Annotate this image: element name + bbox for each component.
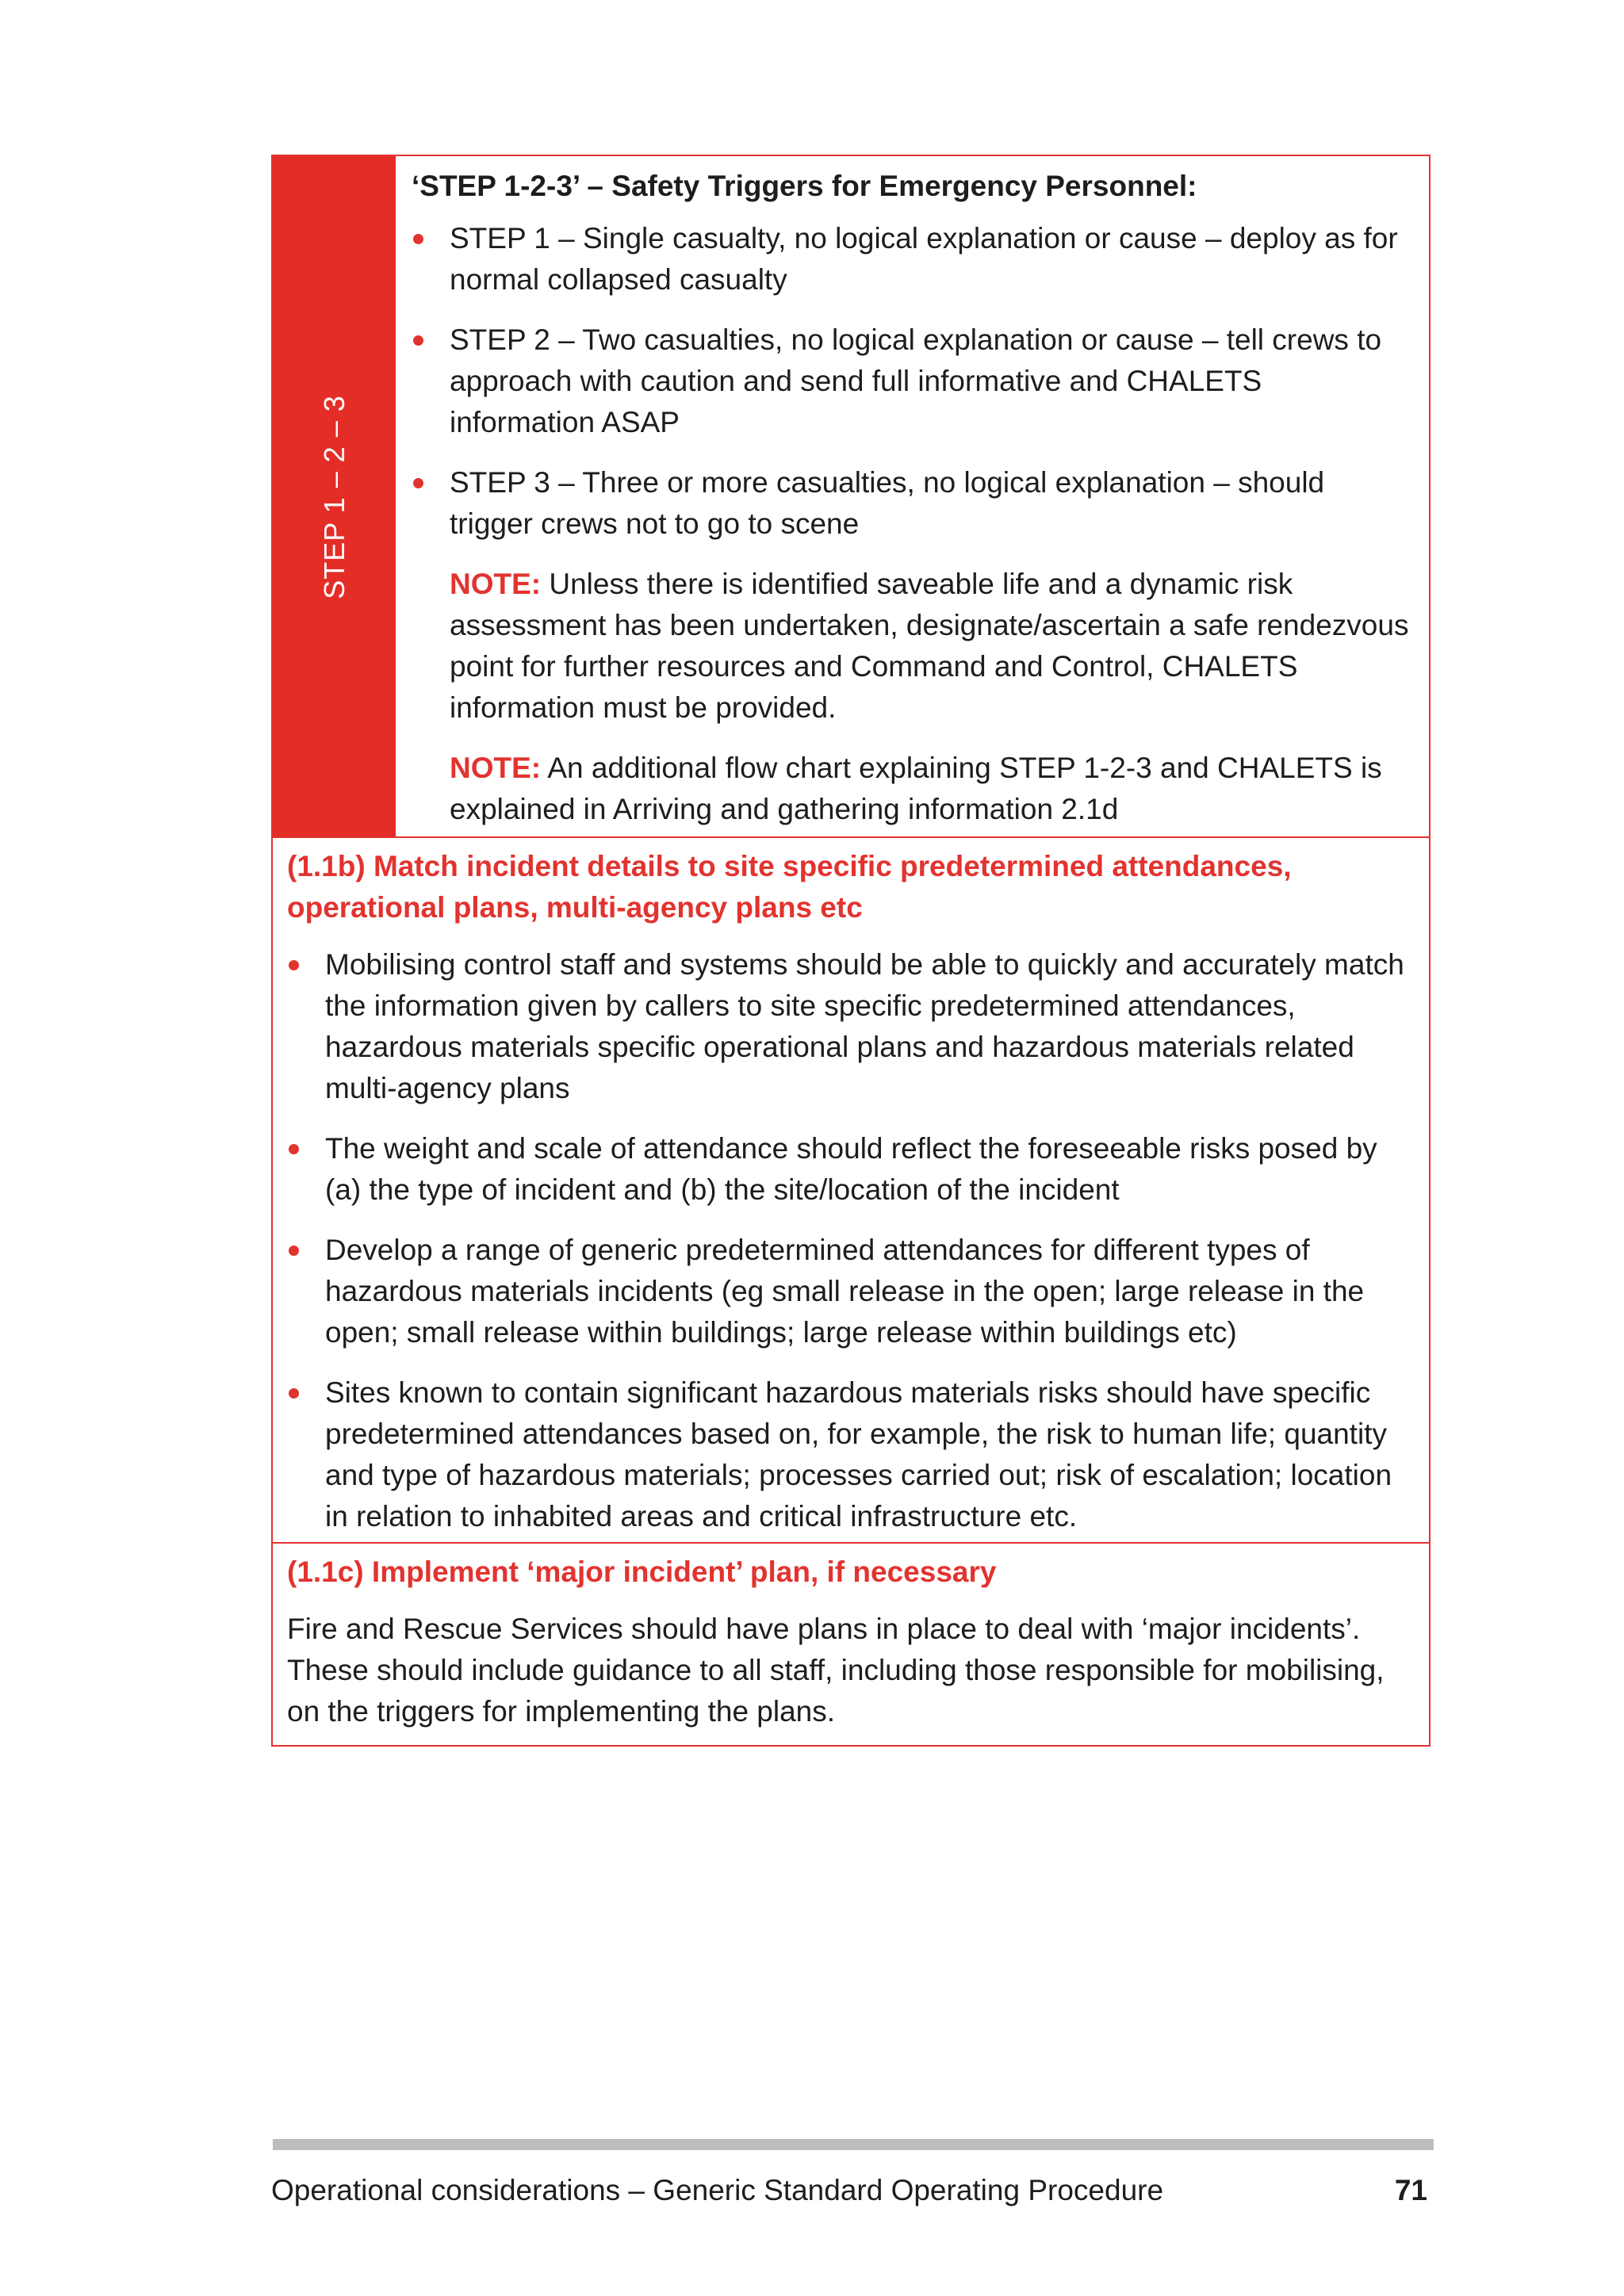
step-bullet-list: [412, 218, 1413, 545]
content-table: [271, 155, 1431, 1747]
section-1b-bullet-list: [287, 944, 1415, 1537]
bullet-icon: [289, 1388, 299, 1399]
list-item: STEP 1 – Single casualty, no logical explanation or cause – deploy as for normal collapsed casualty: [412, 218, 1413, 300]
section-heading: (1.1b) Match incident details to site specific predetermined attendances, operational plans, multi-agency plans etc: [287, 850, 1292, 924]
list-item: Develop a range of generic predetermined attendances for different types of hazardous materials incidents (eg small release in the open; large release in the open; small release within buildings; large release within buildings etc): [287, 1230, 1415, 1353]
bullet-icon: [289, 960, 299, 970]
note-label: NOTE:: [450, 568, 542, 600]
bullet-icon: [289, 1144, 299, 1154]
footer-title: Operational considerations – Generic Standard Operating Procedure: [271, 2174, 1164, 2206]
note-label: NOTE:: [450, 752, 542, 784]
step-123-box: [273, 156, 1429, 836]
section-1-1b: [273, 836, 1429, 1542]
section-1-1c: [273, 1542, 1429, 1745]
list-item: Sites known to contain significant hazardous materials risks should have specific predetermined attendances based on, for example, the risk to human life; quantity and type of hazardous materials; processes carried out; risk of escalation; location in relation to inhabited areas and critical infrastructure etc.: [287, 1372, 1415, 1537]
step-title: ‘STEP 1-2-3’ – Safety Triggers for Emergency Personnel:: [412, 170, 1197, 202]
list-item: STEP 2 – Two casualties, no logical explanation or cause – tell crews to approach with caution and send full informative and CHALETS information ASAP: [412, 320, 1413, 443]
list-item: STEP 3 – Three or more casualties, no logical explanation – should trigger crews not to go to scene: [412, 462, 1413, 545]
page-number: 71: [1394, 2174, 1427, 2206]
footer-rule: [273, 2139, 1434, 2150]
step-side-label: STEP 1 – 2 – 3: [317, 395, 350, 599]
step-side-tab: [273, 156, 396, 836]
bullet-icon: [413, 478, 423, 488]
bullet-icon: [413, 234, 423, 244]
section-heading: (1.1c) Implement ‘major incident’ plan, if necessary: [287, 1556, 997, 1588]
note-2: NOTE: An additional flow chart explaining STEP 1-2-3 and CHALETS is explained in Arriving and gathering information 2.1d: [450, 752, 1382, 825]
note-1: NOTE: Unless there is identified saveable life and a dynamic risk assessment has been undertaken, designate/ascertain a safe rendezvous point for further resources and Command and Control, CHALETS information must be provided.: [450, 568, 1409, 724]
list-item: The weight and scale of attendance should reflect the foreseeable risks posed by (a) the type of incident and (b) the site/location of the incident: [287, 1128, 1415, 1211]
section-paragraph: Fire and Rescue Services should have plans in place to deal with ‘major incidents’. These should include guidance to all staff, including those responsible for mobilising, on the triggers for implementing the plans.: [287, 1613, 1385, 1728]
bullet-icon: [289, 1246, 299, 1256]
step-content: [396, 156, 1429, 836]
bullet-icon: [413, 335, 423, 346]
list-item: Mobilising control staff and systems should be able to quickly and accurately match the information given by callers to site specific predetermined attendances, hazardous materials specific operational plans and hazardous materials related multi-agency plans: [287, 944, 1415, 1109]
